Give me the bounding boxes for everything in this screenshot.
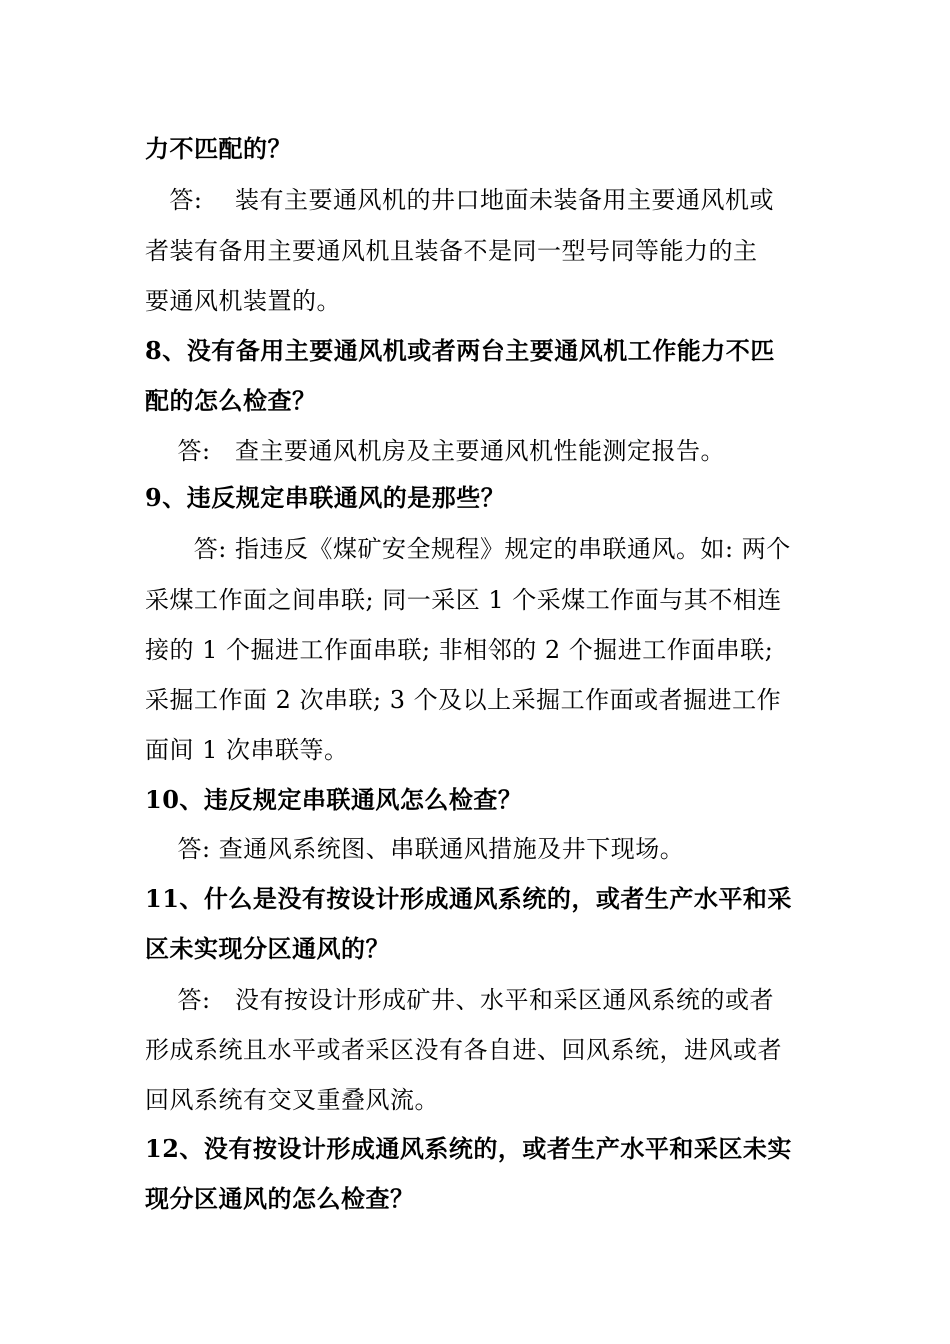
answer-line: 答: 查通风系统图、串联通风措施及井下现场。 <box>145 835 685 863</box>
answer-line: 答: 指违反《煤矿安全规程》规定的串联通风。如: 两个 <box>145 535 791 563</box>
answer-line: 回风系统有交叉重叠风流。 <box>145 1086 439 1114</box>
question-line: 11、什么是没有按设计形成通风系统的，或者生产水平和采 <box>145 884 792 913</box>
answer-line: 形成系统且水平或者采区没有各自进、回风系统，进风或者 <box>145 1036 782 1064</box>
question-line: 力不匹配的？ <box>145 134 292 163</box>
answer-line: 采煤工作面之间串联; 同一采区 1 个采煤工作面与其不相连 <box>145 586 782 614</box>
answer-line: 采掘工作面 2 次串联; 3 个及以上采掘工作面或者掘进工作 <box>145 686 782 714</box>
answer-line: 答: 装有主要通风机的井口地面未装备用主要通风机或 <box>145 186 774 214</box>
question-line: 10、违反规定串联通风怎么检查？ <box>145 785 523 814</box>
answer-line: 答: 没有按设计形成矿井、水平和采区通风系统的或者 <box>145 986 774 1014</box>
answer-line: 者装有备用主要通风机且装备不是同一型号同等能力的主 <box>145 237 758 265</box>
question-line: 12、没有按设计形成通风系统的，或者生产水平和采区未实 <box>145 1134 792 1163</box>
answer-line: 要通风机装置的。 <box>145 287 341 315</box>
question-line: 配的怎么检查？ <box>145 386 317 415</box>
answer-line: 答: 查主要通风机房及主要通风机性能测定报告。 <box>145 437 725 465</box>
question-line: 现分区通风的怎么检查？ <box>145 1184 415 1213</box>
question-line: 8、没有备用主要通风机或者两台主要通风机工作能力不匹 <box>145 336 775 365</box>
question-line: 区未实现分区通风的？ <box>145 934 390 963</box>
question-line: 9、违反规定串联通风的是那些？ <box>145 483 506 512</box>
answer-line: 面间 1 次串联等。 <box>145 736 349 764</box>
answer-line: 接的 1 个掘进工作面串联; 非相邻的 2 个掘进工作面串联; <box>145 636 774 664</box>
